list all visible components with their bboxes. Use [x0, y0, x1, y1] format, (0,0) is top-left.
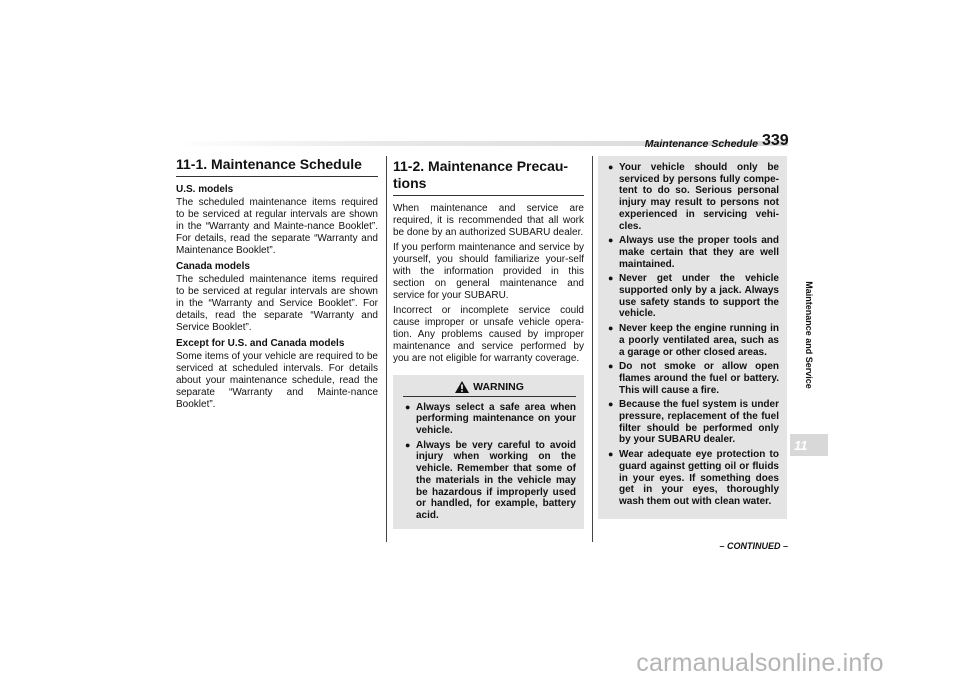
paragraph-intro: When maintenance and service are required, it is recommended that all work be done by an authorized SUBARU dealer. [393, 202, 584, 238]
bullet-icon: ● [608, 449, 614, 460]
warning-list [403, 402, 576, 522]
bullet-icon: ● [405, 401, 411, 412]
list-item: ● Wear adequate eye protection to guard against getting oil or fluids in your eyes. If something does get in your eyes, thoroughly wash them out with clean water. [608, 449, 779, 507]
subheading-canada-models: Canada models [176, 260, 250, 272]
paragraph-warranty: Incorrect or incomplete service could cause improper or unsafe vehicle opera-tion. Any problems caused by improper maintenance and service performed by you are not eligible for warranty coverage. [393, 304, 584, 364]
list-item: ● Because the fuel system is under pressure, replacement of the fuel filter should be performed only by your SUBARU dealer. [608, 399, 779, 446]
page-number: 339 [762, 132, 789, 149]
paragraph-us-models: The scheduled maintenance items required to be serviced at regular intervals are shown in the “Warranty and Mainte-nance Booklet”. For details, read the separate “Warranty and Maintenance Booklet”. [176, 196, 378, 256]
list-item: ● Your vehicle should only be serviced by persons fully compe-tent to do so. Serious personal injury may result to persons not experienced in servicing vehi-cles. [608, 162, 779, 232]
subheading-except-models: Except for U.S. and Canada models [176, 337, 345, 349]
list-item: ● Always be very careful to avoid injury when working on the vehicle. Remember that some of the materials in the vehicle may be hazardous if improperly used or handled, for example, battery acid. [405, 439, 576, 521]
list-item: ● Never get under the vehicle supported only by a jack. Always use safety stands to support the vehicle. [608, 273, 779, 320]
continued-label: – CONTINUED – [719, 541, 788, 551]
section-heading-maintenance-schedule: 11-1. Maintenance Schedule [176, 156, 378, 177]
bullet-icon: ● [405, 439, 411, 450]
chapter-side-label: Maintenance and Service [804, 281, 815, 389]
paragraph-self-service: If you perform maintenance and service by yourself, you should familiarize your-self with the information provided in this section on general maintenance and service for your SUBARU. [393, 241, 584, 301]
list-item: ● Never keep the engine running in a poorly ventilated area, such as a garage or other closed areas. [608, 323, 779, 358]
precaution-list [606, 162, 779, 508]
warning-triangle-icon [455, 381, 469, 393]
column-divider-2 [592, 156, 593, 542]
bullet-icon: ● [608, 162, 614, 172]
column-2 [393, 156, 584, 529]
warning-continued-box [598, 156, 787, 519]
bullet-icon: ● [608, 323, 614, 334]
column-3 [598, 156, 787, 519]
running-header-title: Maintenance Schedule [644, 138, 758, 150]
warning-header [403, 381, 576, 397]
column-divider-1 [386, 156, 387, 542]
chapter-number-tab: 11 [790, 434, 828, 456]
column-1 [176, 156, 378, 414]
bullet-icon: ● [608, 361, 614, 372]
warning-label: WARNING [473, 380, 524, 393]
watermark: carmanualsonline.info [636, 648, 884, 677]
subheading-us-models: U.S. models [176, 183, 234, 195]
bullet-icon: ● [608, 235, 614, 246]
paragraph-canada-models: The scheduled maintenance items required to be serviced at regular intervals are shown in the “Warranty and Service Booklet”. For details, read the separate “Warranty and Service Booklet”. [176, 273, 378, 333]
section-heading-maintenance-precautions: 11-2. Maintenance Precau-tions [393, 156, 584, 196]
paragraph-except-models: Some items of your vehicle are required to be serviced at scheduled intervals. For details about your maintenance schedule, read the separate “Warranty and Mainte-nance Booklet”. [176, 350, 378, 410]
list-item: ● Always use the proper tools and make certain that they are well maintained. [608, 235, 779, 270]
bullet-icon: ● [608, 399, 614, 410]
warning-box [393, 375, 584, 529]
list-item: ● Do not smoke or allow open flames around the fuel or battery. This will cause a fire. [608, 361, 779, 396]
list-item: ● Always select a safe area when performing maintenance on your vehicle. [405, 401, 576, 436]
bullet-icon: ● [608, 273, 614, 284]
